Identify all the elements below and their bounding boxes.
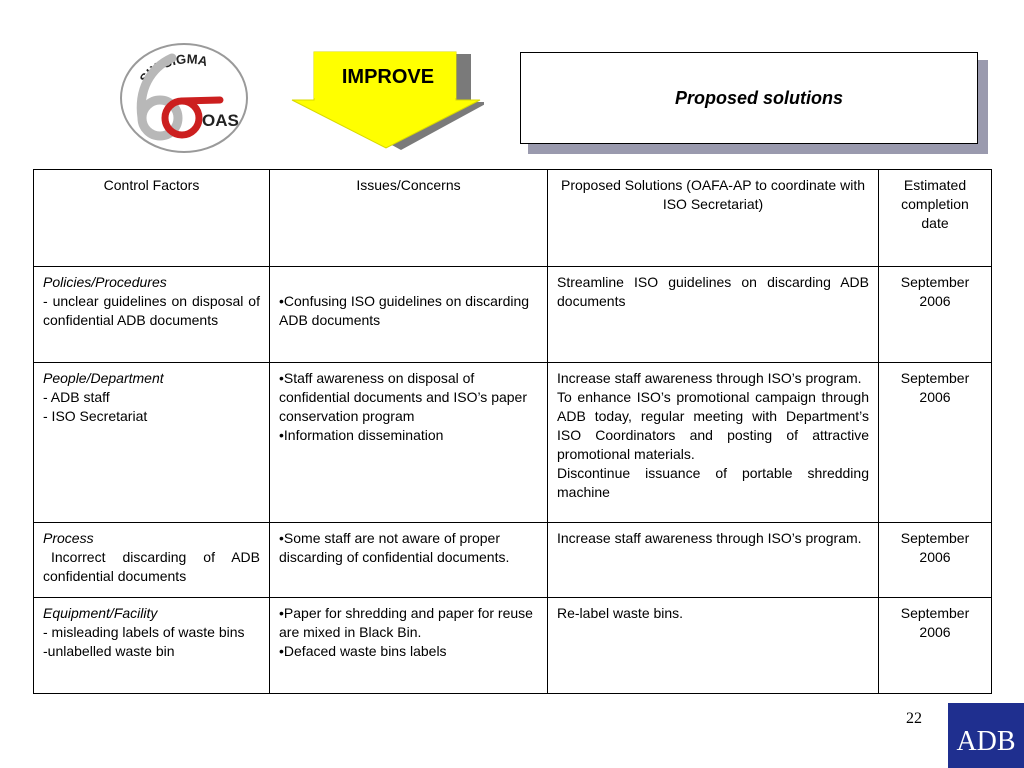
factor-text: - unclear guidelines on disposal of confidential ADB documents	[43, 293, 260, 328]
header-proposed-solutions: Proposed Solutions (OAFA-AP to coordinate with ISO Secretariat)	[548, 170, 879, 267]
issue-item: • Information dissemination	[279, 426, 538, 445]
factor-text: Incorrect discarding of ADB confidential documents	[43, 549, 260, 584]
category-label: People/Department	[43, 370, 164, 386]
table-row	[34, 267, 992, 363]
solutions-cell	[548, 363, 879, 523]
factor-text: -unlabelled waste bin	[43, 643, 175, 659]
table-row	[34, 523, 992, 598]
issues-cell	[270, 267, 548, 363]
logo-arc-text: SIX SIGMA	[136, 51, 210, 86]
control-factor-cell	[34, 598, 270, 694]
category-label: Process	[43, 530, 94, 546]
solution-text: Increase staff awareness through ISO’s program.	[557, 530, 862, 546]
page-number: 22	[906, 710, 922, 727]
date-cell: September 2006	[879, 267, 992, 363]
page-title: Proposed solutions	[674, 87, 843, 108]
issue-item: • Staff awareness on disposal of confidential documents and ISO’s paper conservation program	[279, 369, 538, 426]
solution-text: Streamline ISO guidelines on discarding ADB documents	[557, 274, 869, 309]
issues-cell	[270, 363, 548, 523]
solution-text: To enhance ISO’s promotional campaign through ADB today, regular meeting with Department’s ISO Coordinators and posting of attractive promotional materials.	[557, 389, 869, 462]
solutions-cell	[548, 598, 879, 694]
issue-item: • Confusing ISO guidelines on discarding ADB documents	[279, 292, 538, 330]
solution-text: Discontinue issuance of portable shredding machine	[557, 465, 869, 500]
improve-arrow-banner	[288, 48, 484, 152]
date-cell: September 2006	[879, 523, 992, 598]
factor-text: - misleading labels of waste bins	[43, 624, 245, 640]
table-header-row	[34, 170, 992, 267]
control-factor-cell	[34, 267, 270, 363]
logo-brand-text: OAS	[202, 111, 239, 130]
solution-text: Re-label waste bins.	[557, 605, 684, 621]
solutions-table	[33, 169, 992, 694]
title-box	[520, 52, 978, 144]
control-factor-cell	[34, 363, 270, 523]
category-label: Policies/Procedures	[43, 274, 167, 290]
issue-item: • Some staff are not aware of proper discarding of confidential documents.	[279, 529, 538, 567]
factor-text: - ISO Secretariat	[43, 408, 148, 424]
header-issues-concerns: Issues/Concerns	[270, 170, 548, 267]
adb-logo-text: ADB	[956, 726, 1016, 757]
improve-label: IMPROVE	[341, 66, 435, 88]
issue-item: • Defaced waste bins labels	[279, 642, 538, 661]
solutions-cell	[548, 523, 879, 598]
issues-cell	[270, 523, 548, 598]
issues-cell	[270, 598, 548, 694]
date-cell: September 2006	[879, 363, 992, 523]
header-control-factors: Control Factors	[34, 170, 270, 267]
date-cell: September 2006	[879, 598, 992, 694]
factor-text: - ADB staff	[43, 389, 110, 405]
table-row	[34, 363, 992, 523]
solution-text: Increase staff awareness through ISO’s program.	[557, 370, 862, 386]
header-completion-date: Estimated completion date	[879, 170, 992, 267]
solutions-cell	[548, 267, 879, 363]
table-row	[34, 598, 992, 694]
category-label: Equipment/Facility	[43, 605, 158, 621]
control-factor-cell	[34, 523, 270, 598]
issue-item: • Paper for shredding and paper for reuse are mixed in Black Bin.	[279, 604, 538, 642]
six-sigma-logo	[116, 40, 252, 156]
